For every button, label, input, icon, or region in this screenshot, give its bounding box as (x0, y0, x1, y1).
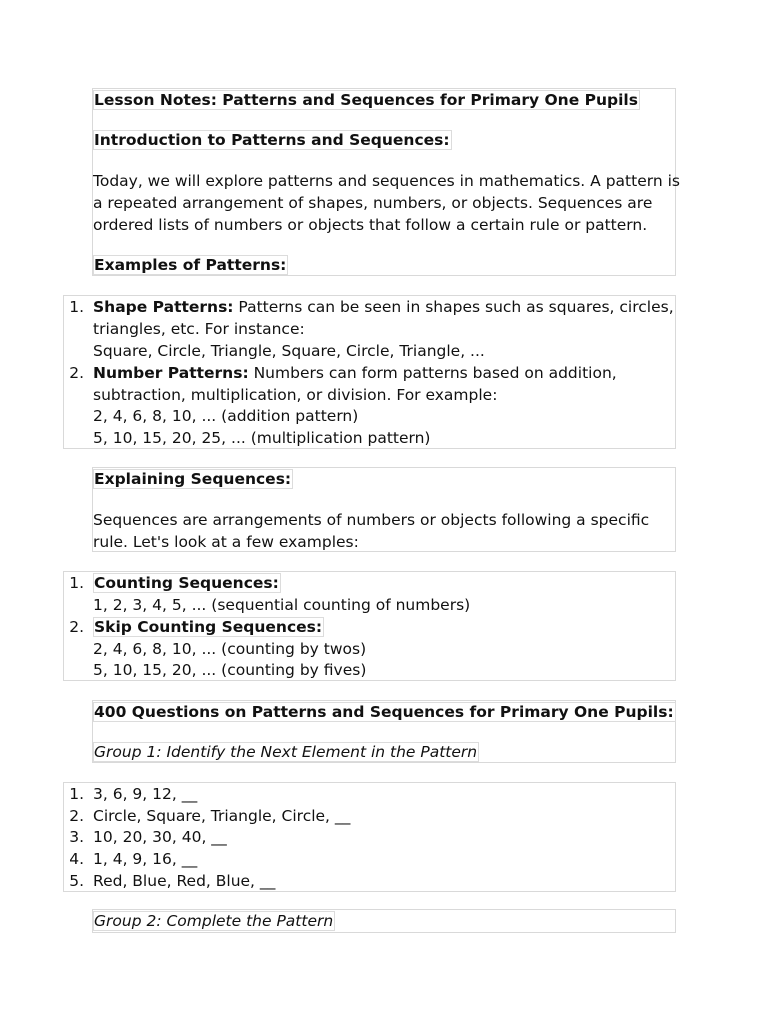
group2-heading: Group 2: Complete the Pattern (94, 912, 334, 930)
list-item-term: Number Patterns: (93, 364, 249, 382)
questions-heading: 400 Questions on Patterns and Sequences for Primary One Pupils: (94, 703, 674, 721)
list-number: 1. (69, 298, 84, 316)
question-number: 4. (69, 850, 84, 868)
list-item-text: subtraction, multiplication, or division. For example: (93, 386, 498, 404)
list-item (93, 362, 617, 384)
question-text: 10, 20, 30, 40, __ (93, 828, 227, 846)
list-item-text: 1, 2, 3, 4, 5, ... (sequential counting of numbers) (93, 596, 471, 614)
intro-text-line: a repeated arrangement of shapes, numbers, or objects. Sequences are (93, 194, 653, 212)
list-item-text: triangles, etc. For instance: (93, 320, 305, 338)
list-number: 2. (69, 618, 84, 636)
intro-heading: Introduction to Patterns and Sequences: (94, 131, 450, 149)
question-number: 1. (69, 785, 84, 803)
sequences-text-line: rule. Let's look at a few examples: (93, 533, 359, 551)
lesson-title: Lesson Notes: Patterns and Sequences for Primary One Pupils (94, 91, 638, 109)
list-item-text: 2, 4, 6, 8, 10, ... (addition pattern) (93, 407, 359, 425)
question-number: 3. (69, 828, 84, 846)
list-number: 1. (69, 574, 84, 592)
sequences-text-line: Sequences are arrangements of numbers or objects following a specific (93, 511, 650, 529)
list-item-text: Patterns can be seen in shapes such as squares, circles, (233, 298, 674, 316)
list-item-text: 5, 10, 15, 20, 25, ... (multiplication pattern) (93, 429, 431, 447)
list-item-term: Counting Sequences: (94, 574, 279, 592)
examples-heading: Examples of Patterns: (94, 256, 287, 274)
list-number: 2. (69, 364, 84, 382)
question-text: 1, 4, 9, 16, __ (93, 850, 198, 868)
intro-text-line: Today, we will explore patterns and sequences in mathematics. A pattern is (93, 172, 680, 190)
list-item-text: Square, Circle, Triangle, Square, Circle, Triangle, ... (93, 342, 485, 360)
sequences-heading: Explaining Sequences: (94, 470, 292, 488)
question-text: 3, 6, 9, 12, __ (93, 785, 198, 803)
question-text: Red, Blue, Red, Blue, __ (93, 872, 276, 890)
list-item-text: 2, 4, 6, 8, 10, ... (counting by twos) (93, 640, 367, 658)
list-item (93, 616, 324, 638)
list-item (93, 572, 281, 594)
list-item-text: Numbers can form patterns based on addition, (248, 364, 617, 382)
intro-text-line: ordered lists of numbers or objects that follow a certain rule or pattern. (93, 216, 648, 234)
list-item-text: 5, 10, 15, 20, ... (counting by fives) (93, 661, 367, 679)
question-number: 2. (69, 807, 84, 825)
group1-heading: Group 1: Identify the Next Element in the Pattern (94, 743, 478, 761)
list-item-term: Skip Counting Sequences: (94, 618, 323, 636)
list-item (93, 296, 674, 318)
list-item-term: Shape Patterns: (93, 298, 234, 316)
question-text: Circle, Square, Triangle, Circle, __ (93, 807, 351, 825)
question-number: 5. (69, 872, 84, 890)
